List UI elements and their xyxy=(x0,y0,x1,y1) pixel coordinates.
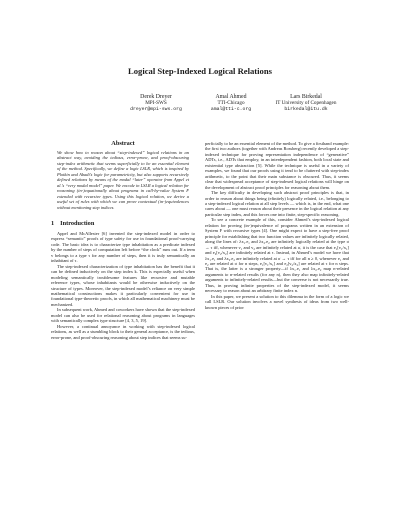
body-paragraph: However, a continual annoyance in working with step-indexed logical relations, as well as a stumbling block to their general acceptance, is the tedious, error-prone, and proof-obscuring reasoning about step indices that seems su- xyxy=(51,323,195,340)
body-paragraph: perficially to be an essential element of the method. To give a firsthand example: the first two authors (together with Andreas Rossberg) recently developed a step-indexed technique for proving representation independence of “generative” ADTs, i.e., ADTs that employ, in an interdependent fashion, both local state and existential type abstraction [5]. While the technique is useful in a variety of examples, we found that our proofs using it tend to be cluttered with step-index arithmetic, to the point that their main substance is obscured. Thus, it seems clear that widespread acceptance of step-indexed logical relations will hinge on the development of abstract proof principles for reasoning about them. xyxy=(205,141,349,190)
body-paragraph: The key difficulty in developing such abstract proof principles is that, in order to reason about things being (efinitely) logically related, i.e., belonging to a step-indexed logical relation at all step levels — which is, in the end, what one cares about — one must reason about their presence in the logical relation at any particular step index, and this forces one into finite, step-specific reasoning. xyxy=(205,190,349,217)
author-block xyxy=(0,94,400,120)
abstract-text: We show how to reason about “step-indexed” logical relations in an abstract way, avoiding the tedious, error-prone, and proof-obscuring step-index arithmetic that seems superficially to be an essential element of the method. Specifically, we define a logic LSLR, which is inspired by Plotkin and Abadi’s logic for parametricity, but also supports recursively defined relations by means of the modal “later” operator from Appel et al.’s “very modal model” paper. We encode in LSLR a logical relation for reasoning (in-)equationally about programs in call-by-value System F extended with recursive types. Using this logical relation, we derive a useful set of rules with which we can prove contextual (in-)equivalences without mentioning step indices. xyxy=(57,150,189,210)
author-name: Lars Birkedal xyxy=(290,94,322,100)
section-title: Introduction xyxy=(60,219,95,227)
author-email: birkedal@itu.dk xyxy=(284,106,328,112)
left-column xyxy=(51,140,195,340)
author-name: Amal Ahmed xyxy=(215,94,247,100)
body-paragraph: In this paper, we present a solution to this dilemma in the form of a logic we call LSLR. Our solution involves a novel synthesis of ideas from two well-known pieces of prior xyxy=(205,293,349,310)
author-birkedal xyxy=(246,94,366,113)
author-email: dreyer@mpi-sws.org xyxy=(130,106,182,112)
section-heading xyxy=(51,220,195,227)
body-paragraph: To see a concrete example of this, consider Ahmed’s step-indexed logical relation for proving (in-)equivalence of programs written in an extension of System F with recursive types [4]. One might expect to have a step-free proof principle for establishing that two function values are infinitely logically related, along the lines of: λx₁.e₁ and λx₂.e₂ are infinitely logically related at the type σ → τ iff, whenever v₁ and v₂ are infinitely related at σ, it is the case that e₁[v₁/x₁] and e₂[v₂/x₂] are infinitely related at τ. Instead, in Ahmed’s model we have that λx₁.e₁ and λx₂.e₂ are infinitely related at σ → τ iff for all n ≥ 0, whenever e₁ and e₂ are related at σ for n steps, e₁[v₁/x₁] and e₂[v₂/x₂] are related at τ for n steps. That is, the latter is a stronger property—if λx₁.e₁ and λx₂.e₂ map n-related arguments to n-related results (for any n), then they also map infinitely-related arguments to infinitely-related results—but the converse is not necessarily true. Thus, in proving infinite properties of the step-indexed model, it seems necessary to reason about an arbitrary finite index n. xyxy=(205,217,349,294)
section-number: 1 xyxy=(51,219,55,227)
author-email: amal@tti-c.org xyxy=(210,106,252,112)
author-affiliation: TTI-Chicago xyxy=(217,100,245,107)
body-paragraph: In subsequent work, Ahmed and coworkers have shown that the step-indexed model can also be used for relational reasoning about programs in languages with semantically complex type structure [4, 3, 5, 19]. xyxy=(51,307,195,324)
author-affiliation: MPI-SWS xyxy=(145,100,167,107)
author-name: Derek Dreyer xyxy=(140,94,172,100)
body-paragraph: The step-indexed characterization of type inhabitation has the benefit that it can be defined inductively on the step index k. This is especially useful when modeling semantically troublesome features like recursive and mutable reference types, whose inhabitants would be otherwise inductively on the structure of types. Moreover, the step-indexed model’s reliance on very simple mathematical constructions makes it particularly convenient for use in foundational type-theoretic proofs, in which all mathematical machinery must be mechanized. xyxy=(51,263,195,307)
paper-title: Logical Step-Indexed Logical Relations xyxy=(128,66,272,76)
abstract-heading: Abstract xyxy=(111,140,135,147)
right-column xyxy=(205,141,349,310)
author-affiliation: IT University of Copenhagen xyxy=(275,100,337,107)
body-paragraph: Appel and McAllester [6] invented the step-indexed model in order to express “semantic” proofs of type safety for use in foundational proof-carrying code. The basic idea is to characterize type inhabitation as a predicate indexed by the number of steps of computation left before “the clock” runs out. If a term v belongs to a type τ for any number of steps, then it is truly semantically an inhabitant of τ. xyxy=(51,230,195,264)
